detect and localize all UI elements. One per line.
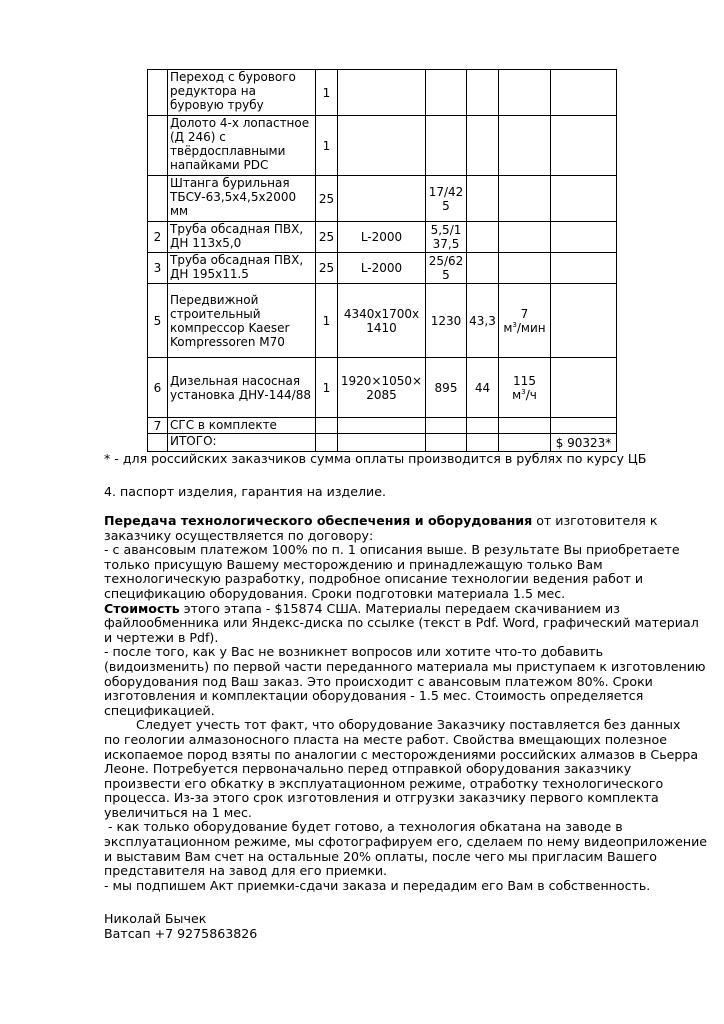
row-name: Труба обсадная ПВХ, ДН 195х11.5: [168, 253, 316, 284]
row-weight: 25/625: [426, 253, 467, 284]
table-row: [148, 284, 617, 358]
row-qty: 25: [316, 176, 338, 222]
row-name: Труба обсадная ПВХ, ДН 113х5,0: [168, 222, 316, 253]
unit-exponent: 3: [512, 320, 517, 329]
total-label: ИТОГО:: [168, 434, 316, 452]
row-dims: 1920×1050× 2085: [338, 358, 426, 418]
section-heading: Передача технологического обеспечения и оборудования: [104, 513, 533, 528]
row-name: Дизельная насосная установка ДНУ-144/88: [168, 358, 316, 418]
row-power: 44: [467, 358, 499, 418]
row-qty: 1: [316, 70, 338, 116]
unit-exponent: 3: [521, 387, 526, 396]
row-weight: 5,5/137,5: [426, 222, 467, 253]
row-name: Переход с бурового редуктора на буровую трубу: [168, 70, 316, 116]
row-number: 3: [148, 253, 168, 284]
row-weight: 895: [426, 358, 467, 418]
row-qty: 1: [316, 358, 338, 418]
signature-contact: Ватсап +7 9275863826: [104, 925, 258, 941]
row-dims: 4340х1700х 1410: [338, 284, 426, 358]
row-dims: L-2000: [338, 222, 426, 253]
table-row: [148, 70, 617, 116]
row-qty: 25: [316, 253, 338, 284]
signature-block: [104, 912, 684, 941]
table-row: [148, 418, 617, 434]
table-row: [148, 253, 617, 284]
row-name: Передвижной строительный компрессор Kaeser Kompressoren M70: [168, 284, 316, 358]
equipment-table: [147, 69, 617, 452]
row-number: 7: [148, 418, 168, 434]
signature-name: Николай Бычек: [104, 911, 207, 926]
item-4: 4. паспорт изделия, гарантия на изделие.: [104, 484, 386, 499]
row-power: 43,3: [467, 284, 499, 358]
row-qty: 1: [316, 284, 338, 358]
row-qty: 1: [316, 116, 338, 176]
table-row: [148, 222, 617, 253]
row-performance: 7 $м^3$/мин: [499, 284, 551, 358]
row-name: СГС в комплекте: [168, 418, 316, 434]
row-number: 5: [148, 284, 168, 358]
footnote: * - для российских заказчиков сумма оплаты производится в рублях по курсу ЦБ: [104, 451, 647, 466]
row-number: 2: [148, 222, 168, 253]
row-performance: 115 $м^3/ч$: [499, 358, 551, 418]
total-price: $ 90323*: [551, 434, 617, 452]
row-name: Долото 4-х лопастное (Д 246) с твёрдосплавными напайками PDC: [168, 116, 316, 176]
perf-unit: $м^3$/мин: [503, 320, 546, 335]
row-weight: 17/425: [426, 176, 467, 222]
total-row: [148, 434, 617, 452]
cost-label: Стоимость: [104, 600, 180, 616]
transfer-section: Передача технологического обеспечения и оборудования от изготовителя к заказчику осуществляется по договору: - с авансовым платежом 100% по п. 1 описания выше. В результате Вы приобретаете только присущую Вашему месторождению и принадлежащую только Вам технологическую разработку, подробное описание технологии ведения работ и спецификацию оборудования. Сроки подготовки материала 1.5 мес. Стоимость этого этапа - $15874 США. Материалы передаем скачиванием из файлообменника или Яндекс-диска по ссылке (текст в Pdf. Word, графический материал и чертежи в Pdf). - после того, как у Вас не возникнет вопросов или хотите что-то добавить (видоизменить) по первой части переданного материала мы приступаем к изготовлению оборудования под Ваш заказ. Это происходит с авансовым платежом 80%. Сроки изготовления и комплектации оборудования - 1.5 мес. Стоимость определяется спецификацией. Следует учесть тот факт, что оборудование Заказчику поставляется без данных по геологии алмазоносного пласта на месте работ. Свойства вмещающих полезное ископаемое пород взяты по аналогии с месторождениями российских алмазов в Сьерра Леоне. Потребуется первоначально перед отправкой оборудования заказчику произвести его обкатку в эксплуатационном режиме, отработку технологического процесса. Из-за этого срок изготовления и отгрузки заказчику первого комплекта увеличиться на 1 мес. - как только оборудование будет готово, а технология обкатана на заводе в эксплуатационном режиме, мы сфотографируем его, сделаем по нему видеоприложение и выставим Вам счет на остальные 20% оплаты, после чего мы пригласим Вашего представителя на завод для его приемки. - мы подпишем Акт приемки-сдачи заказа и передадим его Вам в собственность.: [104, 513, 708, 893]
row-number: 6: [148, 358, 168, 418]
row-name: Штанга бурильная ТБСУ-63,5х4,5х2000 мм: [168, 176, 316, 222]
row-qty: 25: [316, 222, 338, 253]
row-weight: 1230: [426, 284, 467, 358]
table-row: [148, 358, 617, 418]
table-row: [148, 176, 617, 222]
row-dims: L-2000: [338, 253, 426, 284]
table-row: [148, 116, 617, 176]
